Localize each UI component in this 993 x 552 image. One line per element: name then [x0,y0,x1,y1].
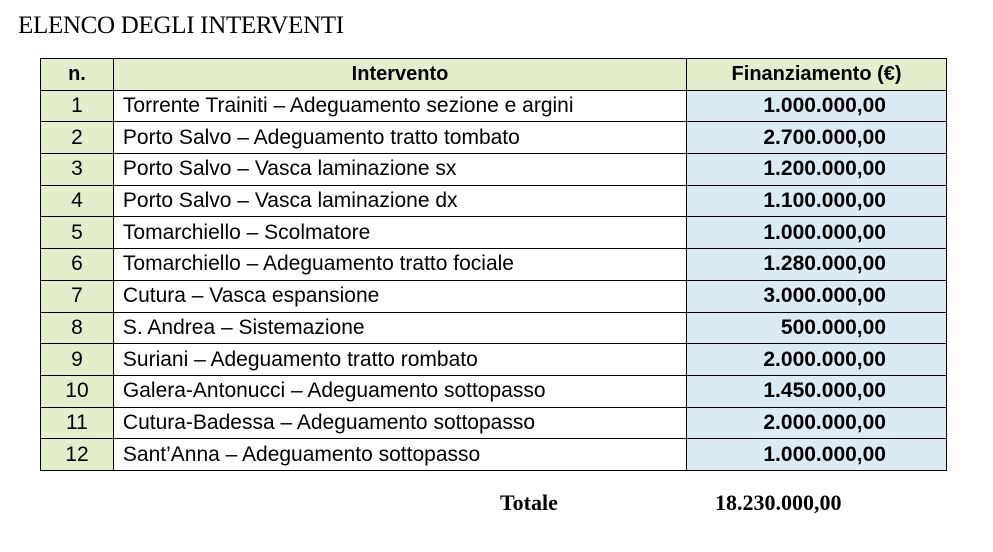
row-finanziamento: 1.200.000,00 [687,154,947,186]
row-finanziamento: 1.000.000,00 [687,90,947,122]
table-row [41,407,947,439]
table-row [41,249,947,281]
header-finanziamento: Finanziamento (€) [687,59,947,91]
row-finanziamento: 1.000.000,00 [687,439,947,471]
row-finanziamento: 2.700.000,00 [687,122,947,154]
table-row [41,375,947,407]
table-row [41,90,947,122]
table-row [41,185,947,217]
header-intervento: Intervento [113,59,686,91]
row-intervento: Tomarchiello – Scolmatore [113,217,686,249]
table-row [41,154,947,186]
total-value: 18.230.000,00 [715,490,842,515]
table-row [41,344,947,376]
row-finanziamento: 2.000.000,00 [687,344,947,376]
row-number: 10 [41,375,114,407]
row-number: 9 [41,344,114,376]
row-number: 12 [41,439,114,471]
row-number: 7 [41,280,114,312]
table-row [41,217,947,249]
table-row [41,312,947,344]
row-finanziamento: 500.000,00 [687,312,947,344]
table-row [41,439,947,471]
header-number: n. [41,59,114,91]
row-intervento: Torrente Trainiti – Adeguamento sezione e argini [113,90,686,122]
row-number: 8 [41,312,114,344]
row-intervento: Sant’Anna – Adeguamento sottopasso [113,439,686,471]
row-finanziamento: 1.450.000,00 [687,375,947,407]
row-intervento: Galera-Antonucci – Adeguamento sottopasso [113,375,686,407]
row-finanziamento: 1.100.000,00 [687,185,947,217]
row-finanziamento: 1.280.000,00 [687,249,947,281]
document-title: ELENCO DEGLI INTERVENTI [18,12,344,39]
table-row [41,122,947,154]
table-header-row [41,59,947,91]
row-finanziamento: 3.000.000,00 [687,280,947,312]
row-number: 6 [41,249,114,281]
row-intervento: Porto Salvo – Vasca laminazione dx [113,185,686,217]
row-intervento: S. Andrea – Sistemazione [113,312,686,344]
row-intervento: Cutura – Vasca espansione [113,280,686,312]
row-number: 11 [41,407,114,439]
total-label: Totale [500,490,558,515]
table-row [41,280,947,312]
row-finanziamento: 1.000.000,00 [687,217,947,249]
row-intervento: Suriani – Adeguamento tratto rombato [113,344,686,376]
row-number: 3 [41,154,114,186]
row-number: 1 [41,90,114,122]
row-intervento: Porto Salvo – Adeguamento tratto tombato [113,122,686,154]
row-intervento: Tomarchiello – Adeguamento tratto fociale [113,249,686,281]
row-number: 4 [41,185,114,217]
row-intervento: Cutura-Badessa – Adeguamento sottopasso [113,407,686,439]
row-number: 5 [41,217,114,249]
row-number: 2 [41,122,114,154]
row-intervento: Porto Salvo – Vasca laminazione sx [113,154,686,186]
row-finanziamento: 2.000.000,00 [687,407,947,439]
interventions-table [40,58,947,471]
